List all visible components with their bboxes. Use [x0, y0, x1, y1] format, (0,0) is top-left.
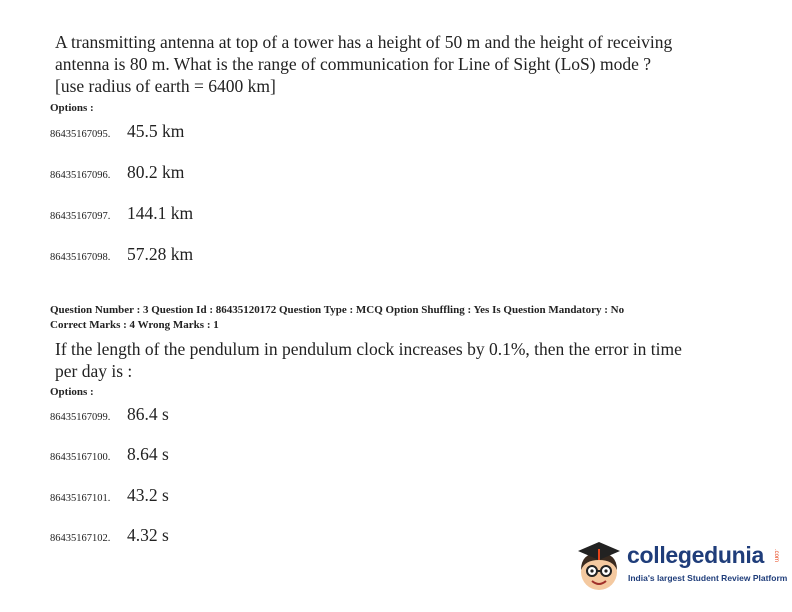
option-id: 86435167099. — [50, 412, 111, 423]
option-value: 80.2 km — [127, 162, 185, 182]
option-value: 8.64 s — [127, 444, 169, 464]
options-label: Options : — [50, 386, 94, 398]
question-2-meta — [50, 303, 624, 333]
logo-suffix: .com — [773, 549, 779, 563]
question-1-text — [55, 31, 765, 97]
option-id: 86435167100. — [50, 452, 111, 463]
option-id: 86435167101. — [50, 493, 111, 504]
graduate-face-icon — [575, 540, 625, 595]
question-2-line: per day is : — [55, 361, 133, 381]
logo-wordmark: collegedunia — [627, 542, 764, 568]
question-1-line: antenna is 80 m. What is the range of communication for Line of Sight (LoS) mode ? — [55, 54, 651, 74]
question-2-text — [55, 338, 765, 382]
question-meta-line: Question Number : 3 Question Id : 86435120172 Question Type : MCQ Option Shuffling : Yes Is Question Mandatory : No — [50, 304, 625, 316]
option-id: 86435167095. — [50, 129, 111, 140]
option-value: 45.5 km — [127, 121, 185, 141]
logo-tagline: India's largest Student Review Platform — [628, 573, 788, 583]
option-id: 86435167096. — [50, 170, 111, 181]
option-id: 86435167102. — [50, 533, 111, 544]
option-value: 86.4 s — [127, 404, 169, 424]
option-value: 43.2 s — [127, 485, 169, 505]
question-2-line: If the length of the pendulum in pendulum clock increases by 0.1%, then the error in time — [55, 339, 682, 359]
option-id: 86435167097. — [50, 211, 111, 222]
option-value: 144.1 km — [127, 203, 194, 223]
question-1-line: A transmitting antenna at top of a tower has a height of 50 m and the height of receiving — [55, 32, 673, 52]
options-label: Options : — [50, 102, 94, 114]
marks-line: Correct Marks : 4 Wrong Marks : 1 — [50, 319, 219, 331]
option-id: 86435167098. — [50, 252, 111, 263]
question-1-line: [use radius of earth = 6400 km] — [55, 76, 276, 96]
option-value: 4.32 s — [127, 525, 169, 545]
option-value: 57.28 km — [127, 244, 194, 264]
collegedunia-logo — [575, 540, 788, 595]
